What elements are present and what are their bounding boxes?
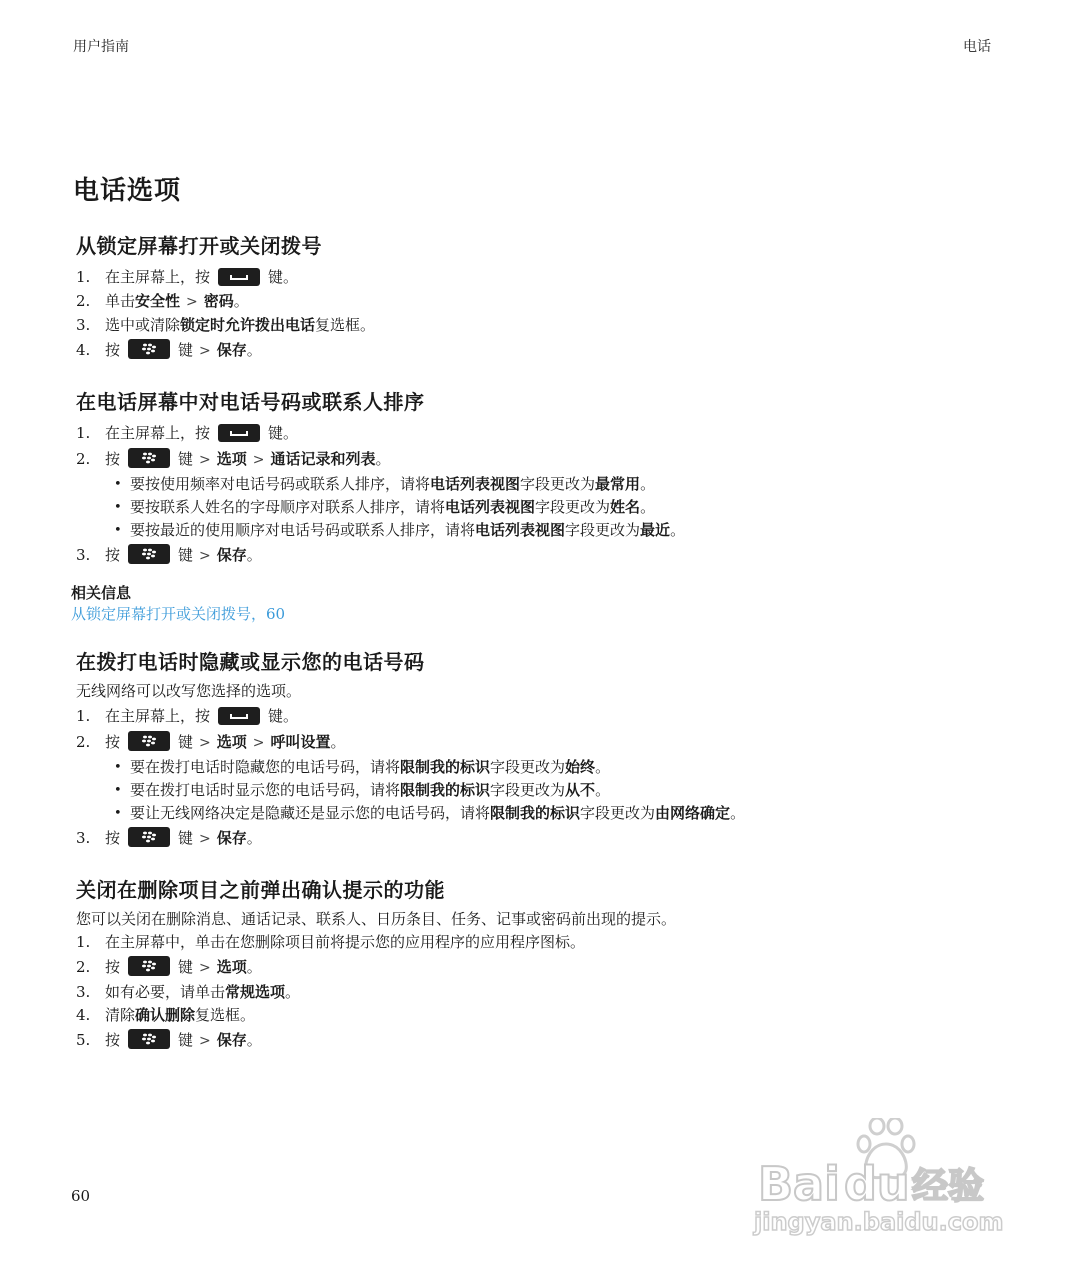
- send-key-icon: [218, 707, 260, 725]
- option-name: 锁定时允许拨出电话: [180, 316, 316, 334]
- step-text: 键: [178, 1031, 194, 1049]
- page-number: 60: [71, 1187, 91, 1205]
- section-heading: 在拨打电话时隐藏或显示您的电话号码: [76, 650, 425, 674]
- blackberry-menu-key-icon: [128, 448, 170, 468]
- step-text: 按: [105, 829, 121, 847]
- menu-path-password: 密码: [203, 292, 234, 310]
- step-text: 按: [105, 1031, 121, 1049]
- page-title: 电话选项: [73, 176, 182, 206]
- step-text: 键。: [268, 707, 299, 725]
- step-text: 键。: [268, 424, 299, 442]
- step-number: 2.: [76, 958, 91, 976]
- svg-text:Bai: Bai: [758, 1157, 840, 1211]
- chevron-separator: >: [252, 452, 265, 468]
- section-intro: 您可以关闭在删除消息、通话记录、联系人、日历条目、任务、记事或密码前出现的提示。: [76, 910, 677, 928]
- svg-text:du: du: [844, 1157, 910, 1211]
- step-text: 按: [105, 341, 121, 359]
- section-heading: 关闭在删除项目之前弹出确认提示的功能: [76, 878, 445, 902]
- step-text: 。: [233, 292, 249, 310]
- step-text: 。: [246, 1031, 262, 1049]
- menu-path-save: 保存: [216, 341, 247, 359]
- menu-path-options: 选项: [216, 958, 247, 976]
- chevron-separator: >: [252, 735, 265, 751]
- step-item: [76, 1027, 1016, 1054]
- step-text: 在主屏幕中，单击在您删除项目前将提示您的应用程序的应用程序图标。: [105, 933, 586, 951]
- step-number: 3.: [76, 983, 91, 1001]
- step-text: 按: [105, 546, 121, 564]
- step-text: 键: [178, 546, 194, 564]
- step-text: 单击: [105, 292, 136, 310]
- step-text: 键: [178, 829, 194, 847]
- chevron-separator: >: [186, 294, 198, 310]
- step-text: 。: [246, 829, 262, 847]
- list-item: • 要让无线网络决定是隐藏还是显示您的电话号码，请将限制我的标识字段更改为由网络确定。: [114, 802, 1016, 825]
- menu-path-options: 选项: [216, 450, 247, 468]
- step-item: [76, 931, 1016, 954]
- blackberry-menu-key-icon: [128, 956, 170, 976]
- chevron-separator: >: [199, 452, 211, 468]
- step-number: 2.: [76, 450, 91, 468]
- step-number: 1.: [76, 707, 91, 725]
- bullet-list: [76, 756, 1016, 825]
- list-item: • 要在拨打电话时隐藏您的电话号码，请将限制我的标识字段更改为始终。: [114, 756, 1016, 779]
- step-text: 。: [246, 958, 262, 976]
- step-text: 。: [246, 546, 262, 564]
- step-number: 4.: [76, 341, 91, 359]
- step-text: 。: [330, 733, 346, 751]
- section-lock-screen-dialing: [76, 232, 1016, 364]
- step-text: 键: [178, 733, 194, 751]
- section-sort-phone-numbers: [76, 388, 1016, 569]
- chevron-separator: >: [199, 831, 211, 847]
- step-item: [76, 314, 1016, 337]
- step-text: 复选框。: [315, 316, 376, 334]
- step-text: 按: [105, 450, 121, 468]
- running-header-title: 用户指南: [73, 39, 129, 55]
- baidu-jingyan-watermark: [752, 1118, 1012, 1238]
- step-item: [76, 729, 1016, 756]
- section-heading: 从锁定屏幕打开或关闭拨号: [76, 234, 322, 258]
- step-number: 1.: [76, 424, 91, 442]
- step-text: 。: [285, 983, 301, 1001]
- step-text: 。: [246, 341, 262, 359]
- related-info-heading: 相关信息: [71, 584, 132, 602]
- step-text: 在主屏幕上，按: [105, 268, 211, 286]
- list-item: • 要在拨打电话时显示您的电话号码，请将限制我的标识字段更改为从不。: [114, 779, 1016, 802]
- menu-path-save: 保存: [216, 546, 247, 564]
- step-text: 。: [375, 450, 391, 468]
- step-item: [76, 420, 1016, 446]
- chevron-separator: >: [199, 735, 211, 751]
- step-item: [76, 337, 1016, 364]
- step-item: [76, 264, 1016, 290]
- running-header-section: 电话: [963, 39, 991, 55]
- chevron-separator: >: [199, 960, 211, 976]
- blackberry-menu-key-icon: [128, 827, 170, 847]
- step-number: 4.: [76, 1006, 91, 1024]
- step-text: 复选框。: [195, 1006, 256, 1024]
- step-number: 1.: [76, 933, 91, 951]
- step-item: [76, 542, 1016, 569]
- step-number: 2.: [76, 733, 91, 751]
- step-number: 1.: [76, 268, 91, 286]
- step-text: 键。: [268, 268, 299, 286]
- menu-path-call-settings: 呼叫设置: [270, 733, 331, 751]
- section-heading: 在电话屏幕中对电话号码或联系人排序: [76, 390, 425, 414]
- menu-path-call-logs: 通话记录和列表: [270, 450, 376, 468]
- blackberry-menu-key-icon: [128, 544, 170, 564]
- section-intro: 无线网络可以改写您选择的选项。: [76, 682, 302, 700]
- step-text: 在主屏幕上，按: [105, 424, 211, 442]
- step-text: 如有必要，请单击: [105, 983, 226, 1001]
- chevron-separator: >: [199, 343, 211, 359]
- step-item: [76, 981, 1016, 1004]
- step-item: [76, 825, 1016, 852]
- step-number: 3.: [76, 316, 91, 334]
- step-item: [76, 446, 1016, 473]
- step-text: 选中或清除: [105, 316, 181, 334]
- svg-text:jingyan.baidu.com: jingyan.baidu.com: [754, 1208, 1004, 1236]
- related-info-link[interactable]: 从锁定屏幕打开或关闭拨号，60: [71, 605, 286, 623]
- step-text: 键: [178, 341, 194, 359]
- step-text: 按: [105, 733, 121, 751]
- step-item: [76, 703, 1016, 729]
- blackberry-menu-key-icon: [128, 339, 170, 359]
- option-name: 常规选项: [225, 983, 286, 1001]
- menu-path-save: 保存: [216, 1031, 247, 1049]
- list-item: • 要按最近的使用顺序对电话号码或联系人排序，请将电话列表视图字段更改为最近。: [114, 519, 1016, 542]
- blackberry-menu-key-icon: [128, 731, 170, 751]
- list-item: • 要按联系人姓名的字母顺序对联系人排序，请将电话列表视图字段更改为姓名。: [114, 496, 1016, 519]
- menu-path-options: 选项: [216, 733, 247, 751]
- step-number: 3.: [76, 829, 91, 847]
- step-text: 按: [105, 958, 121, 976]
- step-number: 3.: [76, 546, 91, 564]
- step-text: 键: [178, 450, 194, 468]
- svg-text:经验: 经验: [912, 1166, 985, 1207]
- menu-path-save: 保存: [216, 829, 247, 847]
- section-hide-show-number: [76, 648, 1016, 852]
- send-key-icon: [218, 424, 260, 442]
- menu-path-security: 安全性: [135, 292, 181, 310]
- section-delete-confirmation: [76, 876, 1016, 1054]
- step-number: 5.: [76, 1031, 91, 1049]
- option-name: 确认删除: [135, 1006, 196, 1024]
- step-text: 键: [178, 958, 194, 976]
- step-number: 2.: [76, 292, 91, 310]
- step-item: [76, 290, 1016, 314]
- step-item: [76, 1004, 1016, 1027]
- list-item: • 要按使用频率对电话号码或联系人排序，请将电话列表视图字段更改为最常用。: [114, 473, 1016, 496]
- chevron-separator: >: [199, 1033, 211, 1049]
- step-item: [76, 954, 1016, 981]
- step-text: 清除: [105, 1006, 136, 1024]
- bullet-list: [76, 473, 1016, 542]
- blackberry-menu-key-icon: [128, 1029, 170, 1049]
- step-text: 在主屏幕上，按: [105, 707, 211, 725]
- chevron-separator: >: [199, 548, 211, 564]
- send-key-icon: [218, 268, 260, 286]
